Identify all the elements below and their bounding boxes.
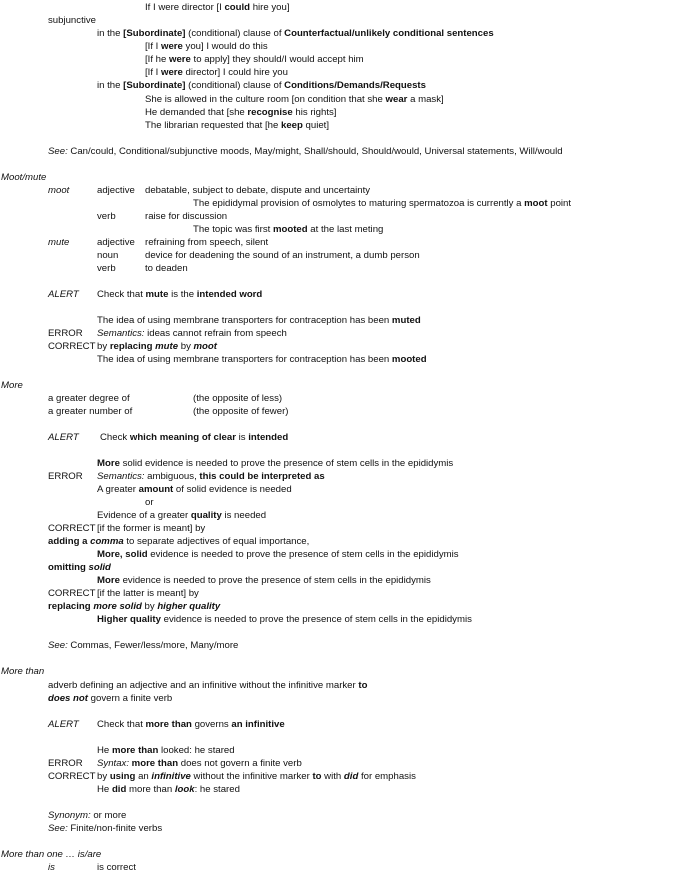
text-line: ALERT: [48, 432, 79, 443]
text-line: Check that mute is the intended word: [97, 289, 263, 300]
text-line: subjunctive: [48, 15, 96, 26]
text-line: noun: [97, 250, 119, 261]
text-line: See: Commas, Fewer/less/more, Many/more: [48, 640, 239, 651]
text-line: Synonym: or more: [48, 810, 127, 821]
text-line: More than one … is/are: [1, 849, 102, 860]
text-line: a greater number of: [48, 406, 133, 417]
text-line: The topic was first mooted at the last meting: [193, 224, 384, 235]
text-line: See: Finite/non-finite verbs: [48, 823, 163, 834]
text-line: More: [1, 380, 23, 391]
text-line: device for deadening the sound of an instrument, a dumb person: [145, 250, 420, 261]
text-line: ERROR: [48, 328, 83, 339]
text-line: Moot/mute: [1, 172, 47, 183]
text-line: Higher quality evidence is needed to prove the presence of stem cells in the epididymis: [97, 614, 472, 625]
text-line: or: [145, 497, 154, 508]
text-line: If I were director [I could hire you]: [145, 2, 290, 13]
text-line: adverb defining an adjective and an infinitive without the infinitive marker to: [48, 680, 368, 691]
text-line: The librarian requested that [he keep quiet]: [145, 120, 330, 131]
text-line: He more than looked: he stared: [97, 745, 235, 756]
text-line: in the [Subordinate] (conditional) clause of Conditions/Demands/Requests: [97, 80, 426, 91]
text-line: CORRECT: [48, 341, 96, 352]
text-line: debatable, subject to debate, dispute and uncertainty: [145, 185, 371, 196]
text-line: He demanded that [she recognise his rights]: [145, 107, 337, 118]
text-line: verb: [97, 211, 116, 222]
text-line: a greater degree of: [48, 393, 130, 404]
text-line: does not govern a finite verb: [48, 693, 173, 704]
text-line: moot: [48, 185, 70, 196]
text-line: A greater amount of solid evidence is needed: [97, 484, 292, 495]
text-line: by replacing mute by moot: [97, 341, 217, 352]
text-line: adding a comma to separate adjectives of equal importance,: [48, 536, 310, 547]
text-line: The idea of using membrane transporters for contraception has been muted: [97, 315, 421, 326]
text-line: refraining from speech, silent: [145, 237, 269, 248]
text-line: is: [48, 862, 55, 873]
text-line: raise for discussion: [145, 211, 228, 222]
text-line: by using an infinitive without the infinitive marker to with did for emphasis: [97, 771, 416, 782]
text-line: She is allowed in the culture room [on condition that she wear a mask]: [145, 94, 444, 105]
text-line: [If he were to apply] they should/I would accept him: [145, 54, 364, 65]
text-line: See: Can/could, Conditional/subjunctive moods, May/might, Shall/should, Should/would, Universal statements, Will/would: [48, 146, 563, 157]
text-line: [if the latter is meant] by: [97, 588, 199, 599]
text-line: CORRECT: [48, 523, 96, 534]
text-line: ERROR: [48, 471, 83, 482]
text-line: CORRECT: [48, 588, 96, 599]
text-line: replacing more solid by higher quality: [48, 601, 221, 612]
text-line: Semantics: ideas cannot refrain from speech: [97, 328, 287, 339]
text-line: verb: [97, 263, 116, 274]
text-line: [If I were director] I could hire you: [145, 67, 288, 78]
text-line: mute: [48, 237, 70, 248]
text-line: More, solid evidence is needed to prove the presence of stem cells in the epididymis: [97, 549, 459, 560]
text-line: adjective: [97, 237, 135, 248]
text-line: More solid evidence is needed to prove the presence of stem cells in the epididymis: [97, 458, 454, 469]
text-line: More than: [1, 666, 45, 677]
text-line: in the [Subordinate] (conditional) clause of Counterfactual/unlikely conditional sentences: [97, 28, 494, 39]
text-line: The idea of using membrane transporters for contraception has been mooted: [97, 354, 427, 365]
text-line: Check that more than governs an infinitive: [97, 719, 285, 730]
text-line: CORRECT: [48, 771, 96, 782]
text-line: He did more than look: he stared: [97, 784, 240, 795]
text-line: [if the former is meant] by: [97, 523, 206, 534]
text-line: omitting solid: [48, 562, 111, 573]
text-line: is correct: [97, 862, 136, 873]
text-line: Check which meaning of clear is intended: [100, 432, 289, 443]
text-line: [If I were you] I would do this: [145, 41, 268, 52]
text-line: Semantics: ambiguous, this could be interpreted as: [97, 471, 325, 482]
text-line: ERROR: [48, 758, 83, 769]
text-line: (the opposite of fewer): [193, 406, 289, 417]
text-line: ALERT: [48, 289, 79, 300]
text-line: The epididymal provision of osmolytes to maturing spermatozoa is currently a moot point: [193, 198, 572, 209]
text-line: More evidence is needed to prove the presence of stem cells in the epididymis: [97, 575, 431, 586]
text-line: Evidence of a greater quality is needed: [97, 510, 267, 521]
text-line: adjective: [97, 185, 135, 196]
text-line: Syntax: more than does not govern a finite verb: [97, 758, 302, 769]
text-line: ALERT: [48, 719, 79, 730]
text-line: (the opposite of less): [193, 393, 283, 404]
text-line: to deaden: [145, 263, 188, 274]
